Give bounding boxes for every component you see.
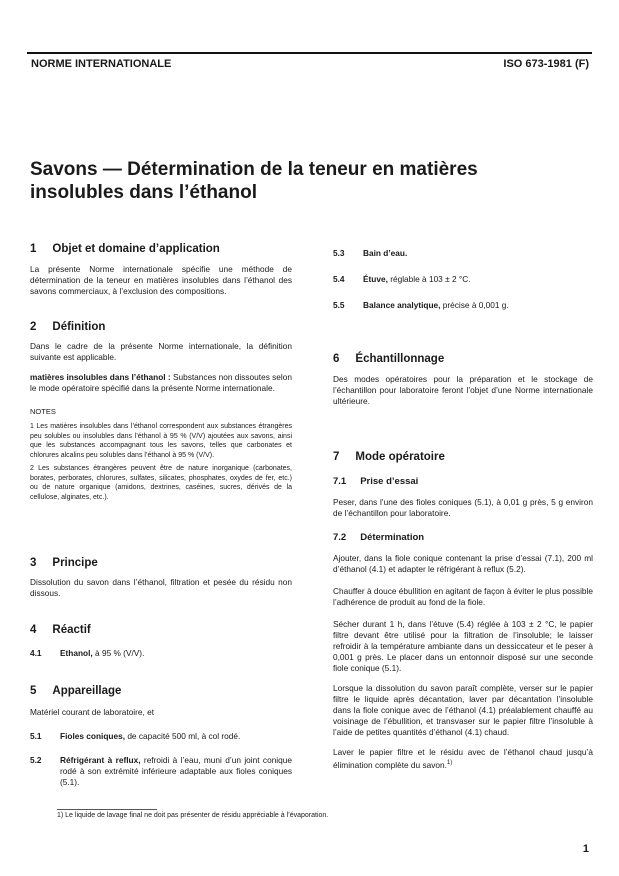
header-standard-type: NORME INTERNATIONALE	[31, 58, 172, 70]
footnote-reference: 1)	[446, 760, 453, 766]
section-5	[30, 686, 292, 788]
determination-paragraph-5: Laver le papier filtre et le résidu avec de l’éthanol chaud jusqu’à élimination complète du savon.$^{1)}$	[333, 747, 593, 770]
section-6	[333, 354, 593, 407]
determination-paragraph-3: Sécher durant 1 h, dans l’étuve (5.4) réglée à 103 ± 2 °C, le papier filtre devant être utilisé pour la filtration de l’insoluble; le laisser refroidir à la température ambiante dans un dessiccateur et le peser à 0,001 g près. Le placer dans un entonnoir disposé sur une seconde fiole conique (5.1).	[333, 619, 593, 673]
section-4	[30, 625, 292, 659]
item-5-5: 5.5 Balance analytique, précise à 0,001 g.	[333, 300, 509, 310]
section-7-2-heading: 7.2 Détermination	[333, 532, 425, 543]
section-7	[333, 452, 593, 771]
definition-text: Substances non dissoutes selon le mode opératoire spécifié dans la présente Norme internationale.	[30, 372, 292, 393]
section-3-body: Dissolution du savon dans l’éthanol, filtration et pesée du résidu non dissous.	[30, 577, 292, 598]
item-5-3: 5.3 Bain d’eau.	[333, 248, 408, 258]
header-reference: ISO 673-1981 (F)	[503, 58, 589, 70]
section-5-body: Matériel courant de laboratoire, et	[30, 707, 155, 717]
section-6-body: Des modes opératoires pour la préparation et le stockage de l’échantillon pour laboratoire feront l’objet d’une Norme internationale ultérieure.	[333, 374, 593, 406]
note-2: 2 Les substances étrangères peuvent être de nature inorganique (carbonates, borates, perborates, chlorures, sulfates, silicates, phosphates, oxydes de fer, etc.) ou de nature organique (amidons, dextrines, caséines, sucres, dérivés de la cellulose, alginates, etc.).	[30, 465, 292, 501]
page-number: 1	[582, 843, 589, 855]
section-7-1-heading: 7.1 Prise d’essai	[333, 476, 419, 487]
determination-paragraph-1: Ajouter, dans la fiole conique contenant la prise d’essai (7.1), 200 ml d’éthanol (4.1) et adapter le réfrigérant à reflux (5.2).	[333, 553, 593, 574]
section-1-body: La présente Norme internationale spécifie une méthode de détermination de la teneur en matières insolubles dans l’éthanol des savons commerciaux, à l’exclusion des compositions.	[30, 264, 292, 296]
determination-paragraph-2: Chauffer à douce ébullition en agitant de façon à éviter le plus possible l’adhérence de produit au fond de la fiole.	[333, 586, 593, 607]
section-6-heading: 6 Échantillonnage	[333, 353, 445, 365]
section-7-heading: 7 Mode opératoire	[333, 451, 445, 463]
page-header	[0, 0, 619, 70]
section-1	[30, 244, 292, 297]
section-5-heading: 5 Appareillage	[30, 685, 122, 697]
footnote: 1) Le liquide de lavage final ne doit pas présenter de résidu appréciable à l’évaporation.	[57, 812, 329, 819]
section-2-body: Dans le cadre de la présente Norme internationale, la définition suivante est applicable.	[30, 341, 292, 362]
notes-title: NOTES	[30, 407, 56, 416]
section-3	[30, 558, 292, 599]
determination-paragraph-4: Lorsque la dissolution du savon paraît complète, verser sur le papier filtre le liquide après décantation, laver par décantation l’insoluble dans la fiole conique avec de l’éthanol (4.1) préalablement chauffé au voisinage de l’ébullition, et transvaser sur le papier filtre l’insoluble à l’aide de petites quantités d’éthanol (4.1) chaud.	[333, 683, 593, 737]
header-rule	[27, 52, 592, 54]
item-5-2: 5.2 Réfrigérant à reflux, refroidi à l’eau, muni d’un joint conique rodé à son extrémité inférieure adaptable aux fioles coniques (5.1).	[30, 755, 292, 787]
section-2-heading: 2 Définition	[30, 321, 106, 333]
footnote-rule	[57, 809, 157, 810]
definition-term: matières insolubles dans l’éthanol :	[30, 372, 171, 382]
items-5-3-to-5-5	[333, 248, 593, 311]
section-7-1-body: Peser, dans l’une des fioles coniques (5.1), à 0,01 g près, 5 g environ de l’échantillon pour laboratoire.	[333, 497, 593, 518]
document-title: Savons — Détermination de la teneur en matières insolubles dans l’éthanol	[30, 159, 478, 203]
item-5-4: 5.4 Étuve, réglable à 103 ± 2 °C.	[333, 274, 471, 284]
section-2	[30, 322, 292, 502]
section-3-heading: 3 Principe	[30, 557, 98, 569]
note-1: 1 Les matières insolubles dans l’éthanol correspondent aux substances étrangères peu solubles ou insolubles dans l’éthanol à 95 % (V/V) ajoutées aux savons, ainsi que les substances accompagnant tous les savons, telles que carbonates et chlorures alcalins peu solubles dans l’éthanol à 95 % (V/V).	[30, 423, 292, 459]
item-5-1: 5.1 Fioles coniques, de capacité 500 ml, à col rodé.	[30, 731, 241, 741]
section-1-heading: 1 Objet et domaine d’application	[30, 243, 220, 255]
section-4-heading: 4 Réactif	[30, 624, 91, 636]
item-4-1: 4.1 Ethanol, à 95 % (V/V).	[30, 648, 145, 658]
definition-paragraph	[30, 372, 292, 394]
